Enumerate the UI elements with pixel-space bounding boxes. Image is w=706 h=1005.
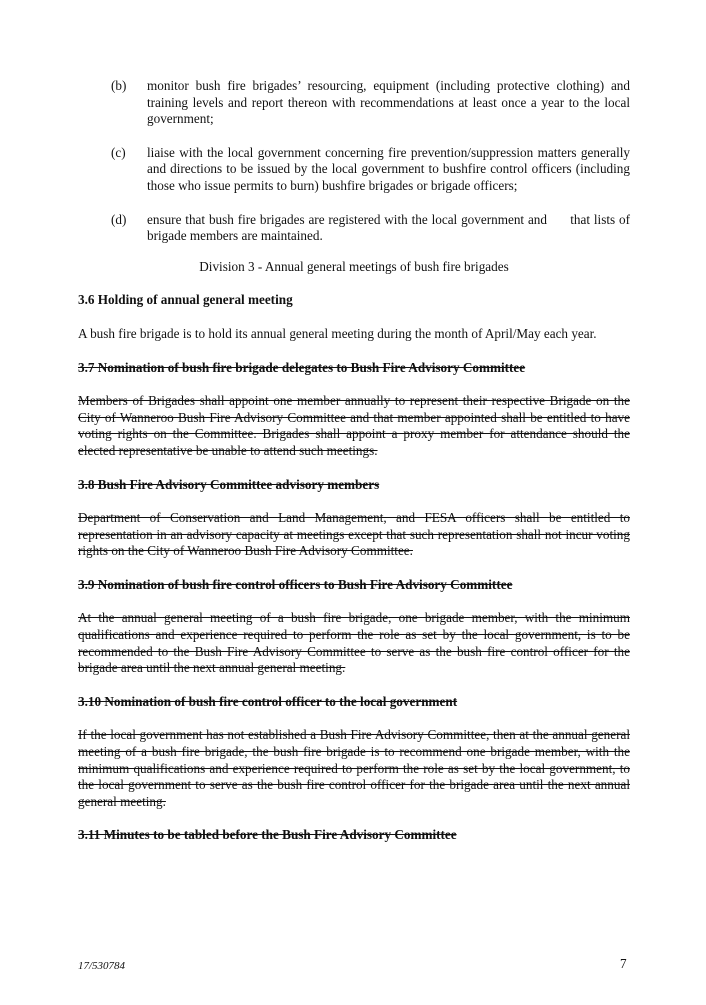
division-heading: Division 3 - Annual general meetings of bush fire brigades — [199, 258, 509, 274]
section-heading-3-7: 3.7 Nomination of bush fire brigade delegates to Bush Fire Advisory Committee — [78, 359, 526, 375]
list-item-label: (d) — [111, 211, 127, 227]
document-reference: 17/530784 — [78, 960, 126, 972]
list-item-label: (b) — [111, 78, 127, 93]
section-heading-3-10: 3.10 Nomination of bush fire control officer to the local government — [78, 693, 458, 709]
list-item-d — [78, 211, 634, 245]
section-heading-3-8: 3.8 Bush Fire Advisory Committee advisory members — [78, 476, 380, 492]
list-item-b — [78, 78, 630, 128]
list-item-text: ensure that bush fire brigades are registered with the local government and that lists of brigade members are maintained. — [147, 211, 634, 244]
document-page — [78, 78, 634, 861]
section-body-3-10: If the local government has not established a Bush Fire Advisory Committee, then at the annual general meeting of a bush fire brigade, the bush fire brigade is to recommend one brigade member, with the minimum qualifications and experience required to perform the role as set by the local government, to the local government to serve as the bush fire control officer for the brigade area until the next annual general meeting. — [78, 727, 630, 809]
section-heading-3-11: 3.11 Minutes to be tabled before the Bush Fire Advisory Committee — [78, 827, 457, 843]
section-heading-3-6: 3.6 Holding of annual general meeting — [78, 292, 293, 308]
section-heading-3-9: 3.9 Nomination of bush fire control officers to Bush Fire Advisory Committee — [78, 576, 513, 592]
list-item-label: (c) — [111, 144, 126, 160]
section-body-3-8: Department of Conservation and Land Management, and FESA officers shall be entitled to representation in an advisory capacity at meetings except that such representation shall not incur voting rights on the City of Wanneroo Bush Fire Advisory Committee. — [78, 510, 630, 559]
list-item-text: liaise with the local government concerning fire prevention/suppression matters generally and directions to be issued by the local government to bushfire control officers (including those who issue permits to burn) bushfire brigades or brigade officers; — [147, 144, 630, 193]
list-item-text: monitor bush fire brigades’ resourcing, equipment (including protective clothing) and training levels and report thereon with recommendations at least once a year to the local government; — [147, 78, 630, 127]
section-body-3-9: At the annual general meeting of a bush fire brigade, one brigade member, with the minimum qualifications and experience required to perform the role as set by the local government, is to be recommended to the Bush Fire Advisory Committee to serve as the bush fire control officer for the brigade area until the next annual general meeting. — [78, 610, 630, 676]
section-body-3-6: A bush fire brigade is to hold its annual general meeting during the month of April/May each year. — [78, 325, 597, 341]
section-body-3-7: Members of Brigades shall appoint one member annually to represent their respective Brigade on the City of Wanneroo Bush Fire Advisory Committee and that member appointed shall be entitled to have voting rights on the Committee. Brigades shall appoint a proxy member for attendance should the elected representative be unable to attend such meetings. — [78, 393, 630, 458]
page-number: 7 — [620, 956, 627, 971]
list-item-c — [78, 145, 630, 195]
